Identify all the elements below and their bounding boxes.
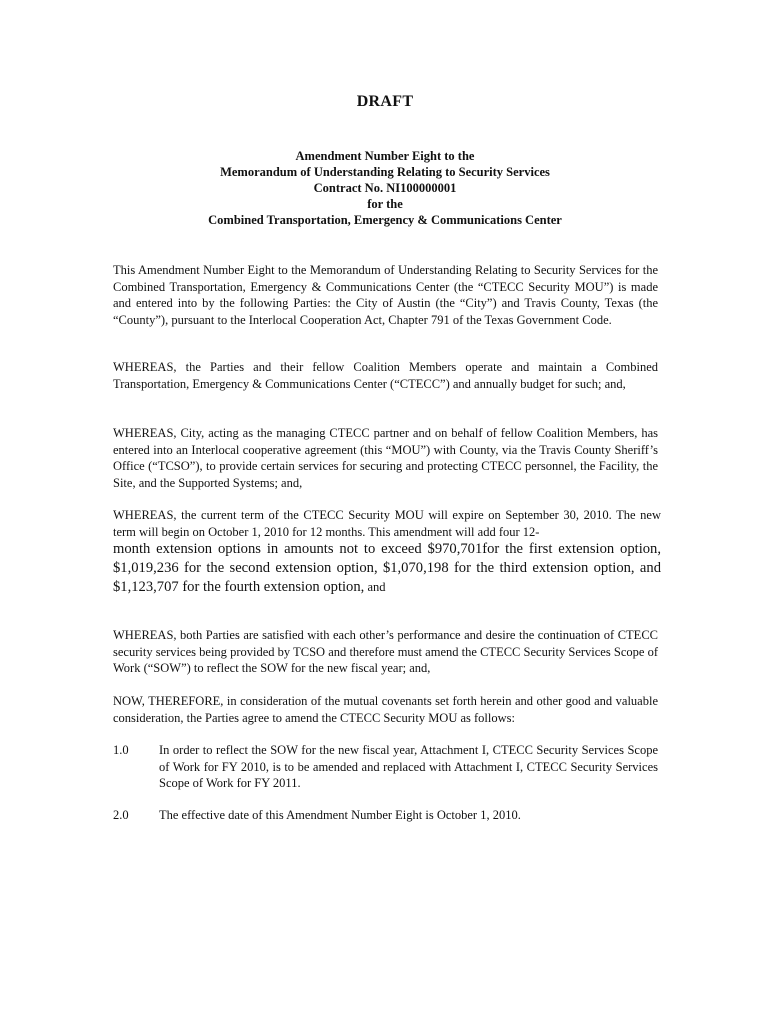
- item-number: 1.0: [113, 743, 129, 757]
- title-line: for the: [367, 197, 403, 211]
- draft-heading: DRAFT: [356, 93, 414, 110]
- now-therefore-paragraph: NOW, THEREFORE, in consideration of the mutual covenants set forth herein and other good and valuable consideration, the Parties agree to amend the CTECC Security MOU as follows:: [113, 694, 658, 725]
- title-line: Amendment Number Eight to the: [295, 149, 475, 163]
- item-text: The effective date of this Amendment Number Eight is October 1, 2010.: [159, 808, 521, 822]
- item-number: 2.0: [113, 808, 129, 822]
- title-line: Combined Transportation, Emergency & Communications Center: [208, 213, 562, 227]
- term-text: WHEREAS, the current term of the CTECC Security MOU will expire on September 30, 2010. The new term will begin on October 1, 2010 for 12 months. This amendment will add four 12-: [113, 508, 661, 539]
- extension-options-text: month extension options in amounts not to exceed $970,701for the first extension option, $1,019,236 for the second extension option, $1,070,198 for the third extension option, and $1,123,707 for the fourth extension option,: [113, 541, 661, 596]
- whereas-paragraph-satisfied: WHEREAS, both Parties are satisfied with each other’s performance and desire the continuation of CTECC security services being provided by TCSO and therefore must amend the CTECC Security Services Scope of Work (“SOW”) to reflect the SOW for the new fiscal year; and,: [113, 628, 658, 676]
- intro-paragraph: This Amendment Number Eight to the Memorandum of Understanding Relating to Security Services for the Combined Transportation, Emergency & Communications Center (the “CTECC Security MOU”) is made and entered into by the following Parties: the City of Austin (the “City”) and Travis County, Texas (the “County”), pursuant to the Interlocal Cooperation Act, Chapter 791 of the Texas Government Code.: [113, 263, 658, 327]
- whereas-paragraph-tcso: WHEREAS, City, acting as the managing CTECC partner and on behalf of fellow Coalition Members, has entered into an Interlocal cooperative agreement (this “MOU”) with County, via the Travis County Sheriff’s Office (“TCSO”), to provide certain services for securing and protecting CTECC personnel, the Facility, the Site, and the Supported Systems; and,: [113, 426, 658, 490]
- title-line: Contract No. NI100000001: [313, 181, 457, 195]
- document-title: [0, 148, 770, 228]
- whereas-paragraph-ctecc: WHEREAS, the Parties and their fellow Coalition Members operate and maintain a Combined Transportation, Emergency & Communications Center (“CTECC”) and annually budget for such; and,: [113, 360, 658, 391]
- term-and-text: and: [364, 580, 386, 595]
- item-text: In order to reflect the SOW for the new fiscal year, Attachment I, CTECC Security Services Scope of Work for FY 2010, is to be amended and replaced with Attachment I, CTECC Security Services Scope of Work for FY 2011.: [159, 743, 658, 791]
- title-line: Memorandum of Understanding Relating to Security Services: [220, 165, 550, 179]
- whereas-paragraph-term: [113, 507, 661, 597]
